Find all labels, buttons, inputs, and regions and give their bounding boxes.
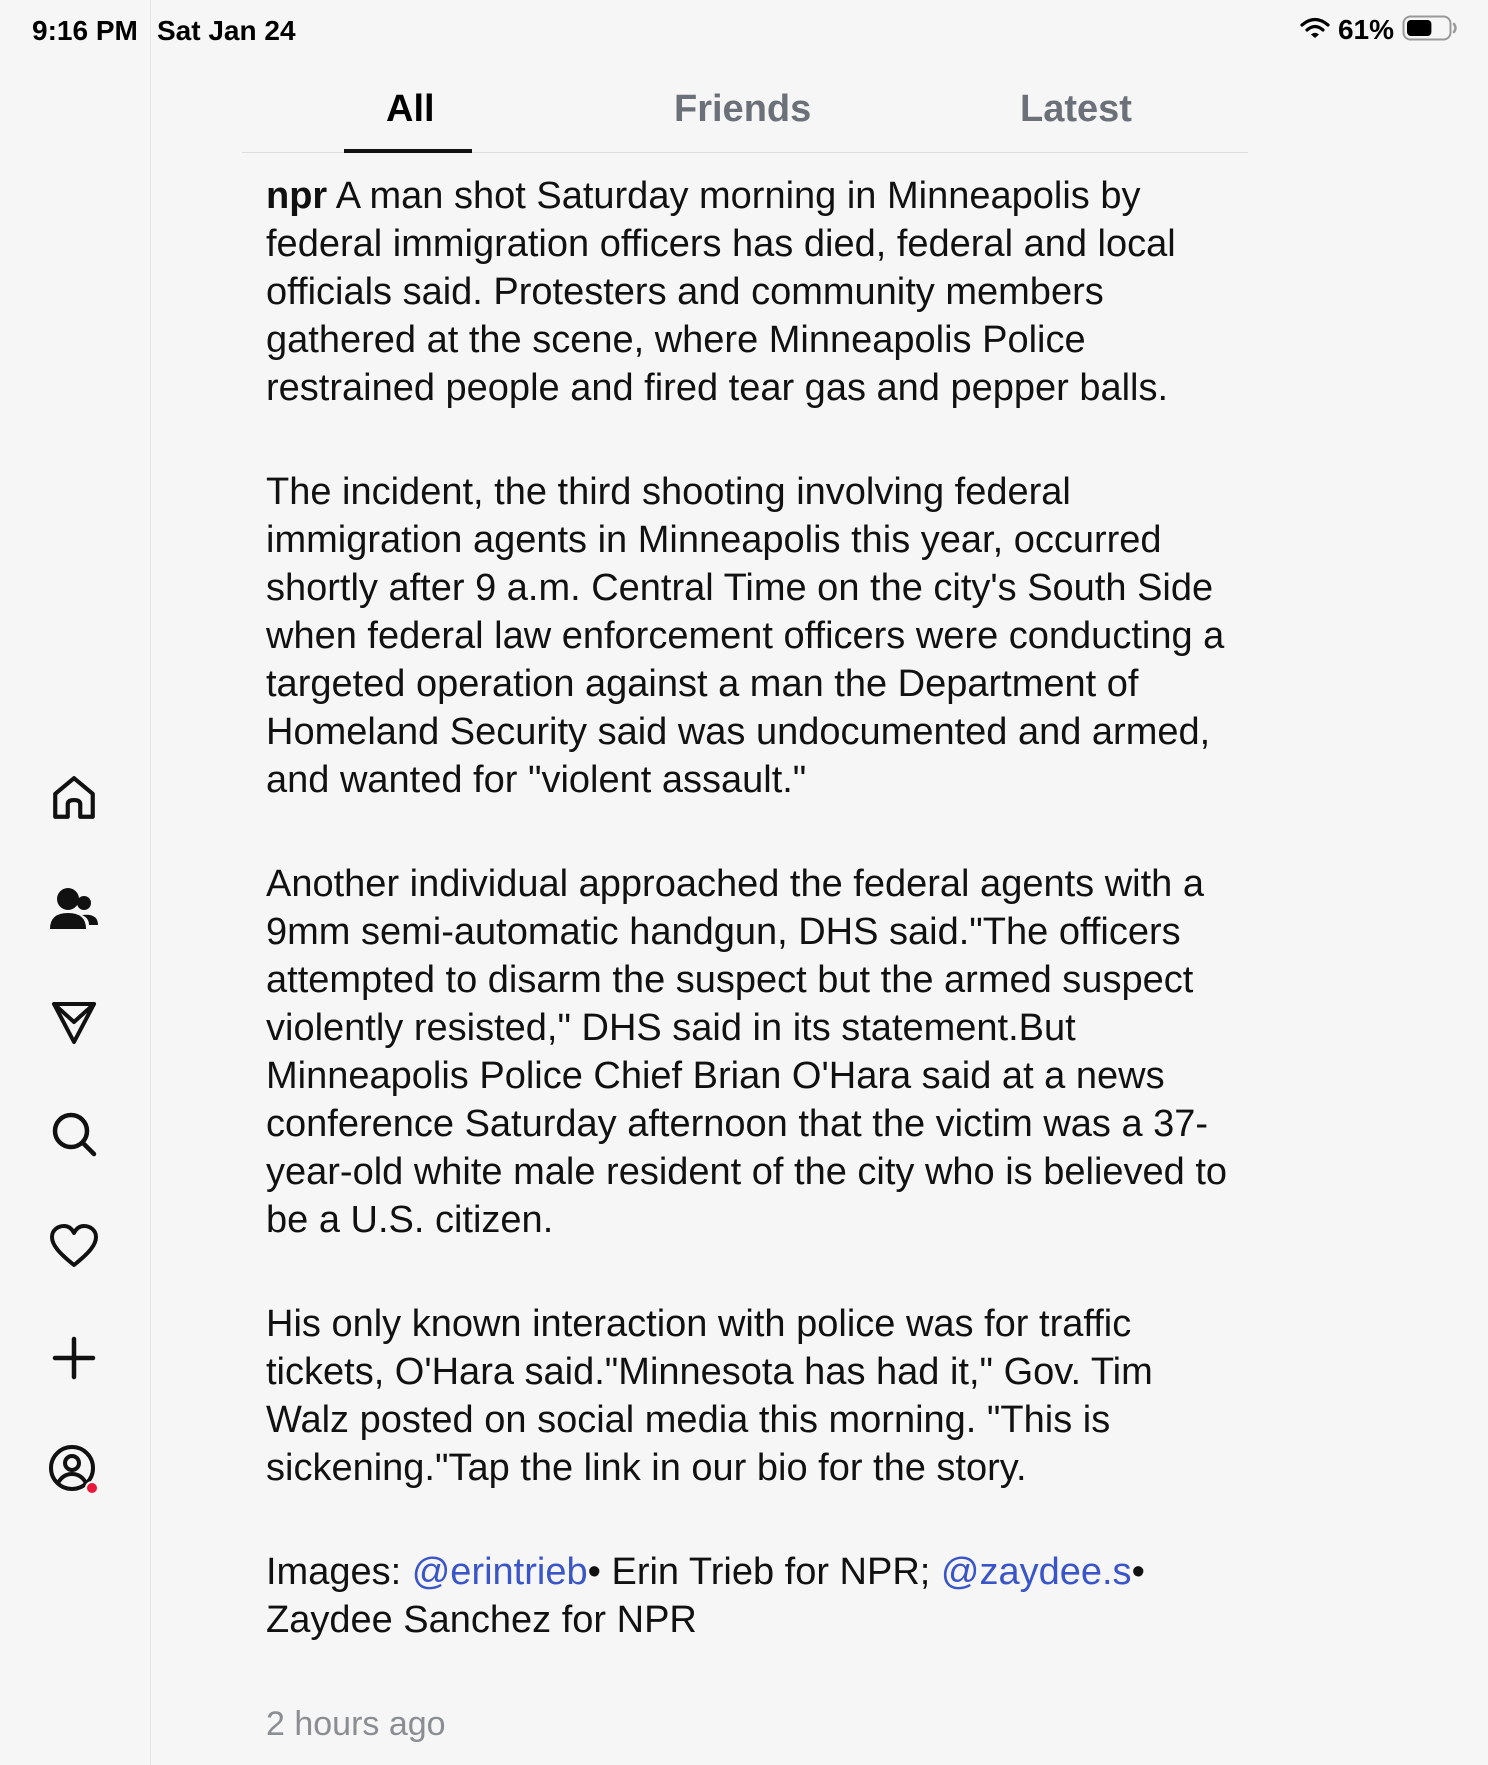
status-right xyxy=(1300,14,1458,46)
messages-button[interactable] xyxy=(44,992,104,1052)
status-time: 9:16 PM xyxy=(32,15,138,46)
post-timestamp: 2 hours ago xyxy=(266,1705,446,1743)
create-button[interactable] xyxy=(44,1328,104,1388)
people-icon xyxy=(48,885,100,935)
friends-button[interactable] xyxy=(44,880,104,940)
notification-dot xyxy=(86,1482,98,1494)
active-tab-indicator xyxy=(344,149,472,153)
paper-plane-icon xyxy=(50,998,98,1046)
credits-prefix: Images: xyxy=(266,1551,412,1593)
battery-icon xyxy=(1402,15,1458,46)
post-paragraph: Another individual approached the federal agents with a 9mm semi-automatic handgun, DHS said."The officers attempted to disarm the suspect but the armed suspect violently resisted," DHS said in its statement.But Minneapolis Police Chief Brian O'Hara said at a news conference Saturday afternoon that the victim was a 37-year-old white male resident of the city who is believed to be a U.S. citizen. xyxy=(266,863,1228,1241)
mention-link[interactable]: @zaydee.s xyxy=(940,1551,1132,1593)
battery-percentage: 61% xyxy=(1337,14,1394,45)
left-sidebar xyxy=(0,0,151,1765)
post-paragraph: The incident, the third shooting involving federal immigration agents in Minneapolis this year, occurred shortly after 9 a.m. Central Time on the city's South Side when federal law enforcement officers were conducting a targeted operation against a man the Department of Homeland Security said was undocumented and armed, and wanted for "violent assault." xyxy=(266,471,1225,801)
profile-button[interactable] xyxy=(44,1440,104,1500)
post-body xyxy=(266,172,1236,1748)
status-date: Sat Jan 24 xyxy=(157,15,296,46)
search-icon xyxy=(50,1110,98,1158)
status-bar xyxy=(0,0,1488,64)
credit-text: • Zaydee Sanchez for NPR xyxy=(266,1551,1145,1641)
post-author[interactable]: npr xyxy=(266,175,328,217)
activity-button[interactable] xyxy=(44,1216,104,1276)
post-paragraph xyxy=(266,172,1236,412)
tab-friends[interactable]: Friends xyxy=(674,88,812,130)
feed-tabs xyxy=(242,60,1248,153)
tab-latest[interactable]: Latest xyxy=(1020,88,1132,130)
tab-all[interactable]: All xyxy=(386,88,435,130)
wifi-icon xyxy=(1300,17,1330,44)
post-paragraph: His only known interaction with police was for traffic tickets, O'Hara said."Minnesota has had it," Gov. Tim Walz posted on social media this morning. "This is sickening."Tap the link in our bio for the story. xyxy=(266,1303,1153,1489)
mention-link[interactable]: @erintrieb xyxy=(411,1551,588,1593)
home-button[interactable] xyxy=(44,768,104,828)
profile-icon xyxy=(47,1443,101,1497)
image-credits xyxy=(266,1548,1236,1644)
heart-icon xyxy=(49,1223,99,1269)
search-button[interactable] xyxy=(44,1104,104,1164)
credit-text: • Erin Trieb for NPR; xyxy=(587,1551,941,1593)
plus-icon xyxy=(52,1336,96,1380)
post-text: A man shot Saturday morning in Minneapolis by federal immigration officers has died, federal and local officials said. Protesters and community members gathered at the scene, where Minneapolis Police restrained people and fired tear gas and pepper balls. xyxy=(266,175,1176,409)
home-icon xyxy=(49,773,99,823)
